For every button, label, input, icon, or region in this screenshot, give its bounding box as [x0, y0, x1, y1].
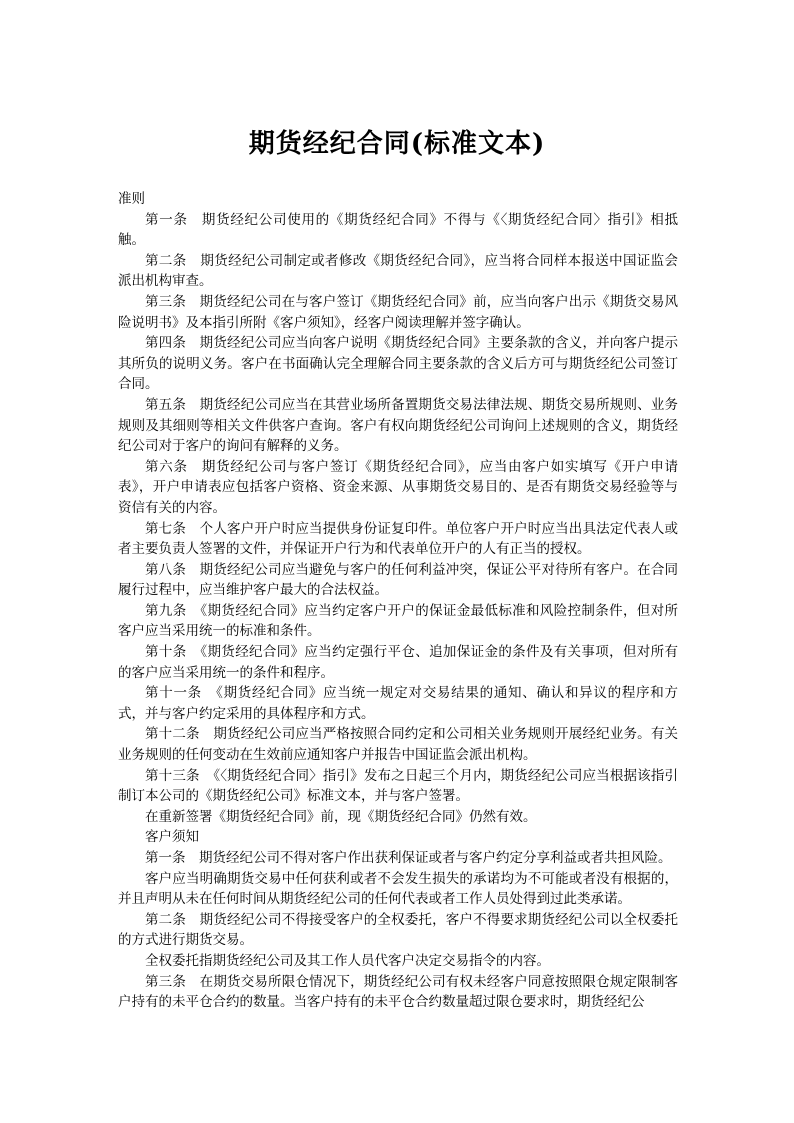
- paragraph: 第四条 期货经纪公司应当向客户说明《期货经纪合同》主要条款的含义，并向客户提示其所负的说明义务。客户在书面确认完全理解合同主要条款的含义后方可与期货经纪公司签订合同。: [118, 335, 678, 393]
- paragraph: 第一条 期货经纪公司不得对客户作出获利保证或者与客户约定分享利益或者共担风险。: [145, 850, 672, 866]
- paragraph: 第六条 期货经纪公司与客户签订《期货经纪合同》，应当由客户如实填写《开户申请表》，开户申请表应包括客户资格、资金来源、从事期货交易目的、是否有期货交易经验等与资信有关的内容。: [118, 458, 678, 516]
- document-title: 期货经纪合同(标准文本): [248, 129, 546, 159]
- paragraph: 第七条 个人客户开户时应当提供身份证复印件。单位客户开户时应当出具法定代表人或者主要负责人签署的文件，并保证开户行为和代表单位开户的人有正当的授权。: [118, 520, 678, 558]
- paragraph: 第二条 期货经纪公司不得接受客户的全权委托，客户不得要求期货经纪公司以全权委托的方式进行期货交易。: [118, 911, 678, 949]
- paragraph: 第九条 《期货经纪合同》应当约定客户开户的保证金最低标准和风险控制条件，但对所客户应当采用统一的标准和条件。: [118, 602, 678, 640]
- paragraph: 客户应当明确期货交易中任何获利或者不会发生损失的承诺均为不可能或者没有根据的，并且声明从未在任何时间从期货经纪公司的任何代表或者工作人员处得到过此类承诺。: [118, 870, 678, 908]
- paragraph: 第十条 《期货经纪合同》应当约定强行平仓、追加保证金的条件及有关事项，但对所有的客户应当采用统一的条件和程序。: [118, 644, 678, 681]
- document-body: [118, 189, 678, 1013]
- paragraph: 第二条 期货经纪公司制定或者修改《期货经纪合同》，应当将合同样本报送中国证监会派出机构审查。: [118, 252, 678, 290]
- paragraph: 第八条 期货经纪公司应当避免与客户的任何利益冲突，保证公平对待所有客户。在合同履行过程中，应当维护客户最大的合法权益。: [118, 561, 678, 599]
- paragraph: 第十三条 《〈期货经纪合同〉指引》发布之日起三个月内，期货经纪公司应当根据该指引制订本公司的《期货经纪公司》标准文本，并与客户签署。: [118, 767, 678, 805]
- paragraph: 第三条 在期货交易所限仓情况下，期货经纪公司有权未经客户同意按照限仓规定限制客户持有的未平仓合约的数量。当客户持有的未平仓合约数量超过限仓要求时，期货经纪公: [118, 973, 678, 1011]
- paragraph: 第十一条 《期货经纪合同》应当统一规定对交易结果的通知、确认和异议的程序和方式，并与客户约定采用的具体程序和方式。: [118, 685, 678, 722]
- paragraph: 全权委托指期货经纪公司及其工作人员代客户决定交易指令的内容。: [145, 952, 550, 969]
- section-heading-client-notice: 客户须知: [145, 829, 199, 846]
- paragraph: 在重新签署《期货经纪合同》前，现《期货经纪合同》仍然有效。: [145, 808, 537, 825]
- paragraph: 第十二条 期货经纪公司应当严格按照合同约定和公司相关业务规则开展经纪业务。有关业务规则的任何变动在生效前应通知客户并报告中国证监会派出机构。: [118, 726, 678, 764]
- paragraph: 第一条 期货经纪公司使用的《期货经纪合同》不得与《〈期货经纪合同〉指引》相抵触。: [118, 211, 678, 249]
- section-heading-principles: 准则: [118, 191, 145, 207]
- paragraph: 第三条 期货经纪公司在与客户签订《期货经纪合同》前，应当向客户出示《期货交易风险说明书》及本指引所附《客户须知》，经客户阅读理解并签字确认。: [118, 293, 678, 331]
- paragraph: 第五条 期货经纪公司应当在其营业场所备置期货交易法律法规、期货交易所规则、业务规则及其细则等相关文件供客户查询。客户有权向期货经纪公司询问上述规则的含义，期货经纪公司对于客户的询问有解释的义务。: [118, 396, 678, 455]
